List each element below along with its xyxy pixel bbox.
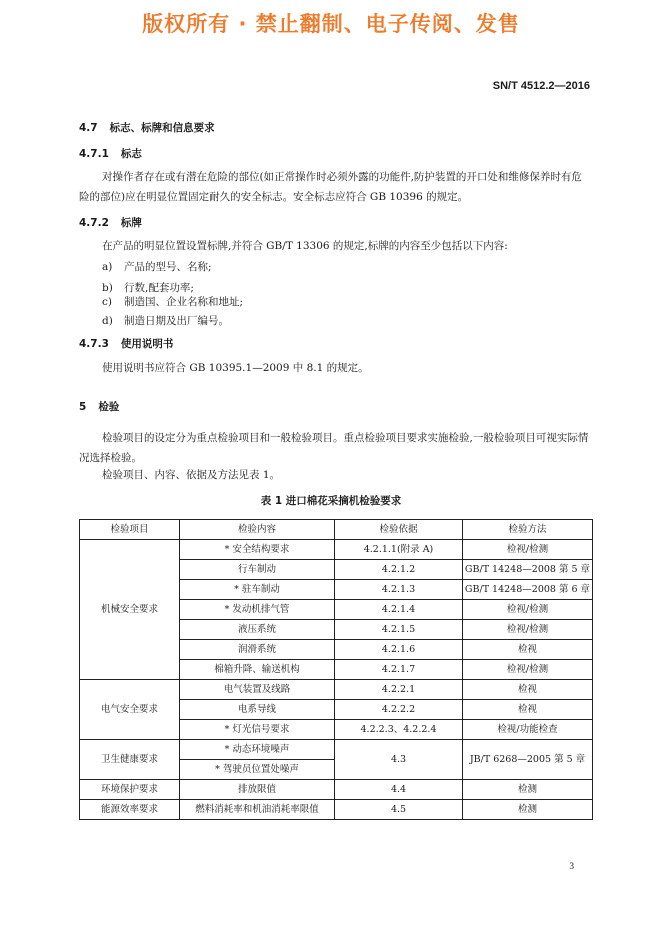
section-number: 4.7 xyxy=(79,122,98,134)
method-cell: GB/T 14248—2008 第 5 章 xyxy=(463,560,593,580)
list-marker: b) xyxy=(102,282,113,294)
method-cell: GB/T 14248—2008 第 6 章 xyxy=(463,580,593,600)
method-cell: 检视 xyxy=(463,680,593,700)
basis-cell: 4.2.1.5 xyxy=(335,620,463,640)
basis-cell: 4.2.1.2 xyxy=(335,560,463,580)
section-title: 使用说明书 xyxy=(120,338,174,350)
section-title: 检验 xyxy=(98,401,120,413)
method-cell: 检视/检测 xyxy=(463,660,593,680)
basis-cell: 4.2.1.7 xyxy=(335,660,463,680)
section-4-7-heading xyxy=(79,120,215,135)
section-4-7-3-text: 使用说明书应符合 GB 10395.1—2009 中 8.1 的规定。 xyxy=(102,362,369,374)
method-cell: 检视/检测 xyxy=(463,600,593,620)
method-cell: 检测 xyxy=(463,780,593,800)
content-cell: 排放限值 xyxy=(180,780,335,800)
content-cell: 行车制动 xyxy=(180,560,335,580)
section-4-7-2-intro: 在产品的明显位置设置标牌,并符合 GB/T 13306 的规定,标牌的内容至少包括以下内容: xyxy=(102,240,508,252)
table-caption: 表 1 进口棉花采摘机检验要求 xyxy=(260,495,402,507)
section-4-7-1-text: 对操作者存在或有潜在危险的部位(如正常操作时必须外露的功能件,防护装置的开口处和维修保养时有危险的部位)应在明显位置固定耐久的安全标志。安全标志应符合 GB 10396 的规定。 xyxy=(79,171,582,203)
list-text: 制造国、企业名称和地址; xyxy=(124,296,244,308)
basis-cell: 4.2.2.3、4.2.2.4 xyxy=(335,720,463,740)
group-cell: 环境保护要求 xyxy=(80,780,180,800)
content-cell: * 驾驶员位置处噪声 xyxy=(180,760,335,780)
content-cell: * 发动机排气管 xyxy=(180,600,335,620)
section-4-7-2-heading xyxy=(79,215,142,230)
section-number: 4.7.3 xyxy=(79,338,109,350)
basis-cell: 4.3 xyxy=(335,740,463,780)
method-cell: 检测 xyxy=(463,800,593,820)
section-4-7-1-heading xyxy=(79,146,142,161)
section-number: 4.7.1 xyxy=(79,148,109,160)
content-cell: * 安全结构要求 xyxy=(180,540,335,560)
inspection-table xyxy=(79,519,593,820)
list-text: 制造日期及出厂编号。 xyxy=(124,315,229,327)
column-header: 检验方法 xyxy=(463,520,593,540)
list-marker: c) xyxy=(102,296,112,308)
list-marker: a) xyxy=(102,261,113,273)
list-item xyxy=(102,280,194,295)
table-row xyxy=(80,780,593,800)
method-cell: 检视 xyxy=(463,700,593,720)
standard-number: SN/T 4512.2—2016 xyxy=(492,80,590,92)
basis-cell: 4.2.1.4 xyxy=(335,600,463,620)
section-title: 标志、标牌和信息要求 xyxy=(109,122,215,134)
table-header-row xyxy=(80,520,593,540)
content-cell: 电系导线 xyxy=(180,700,335,720)
basis-cell: 4.2.1.1(附录 A) xyxy=(335,540,463,560)
section-number: 4.7.2 xyxy=(79,217,109,229)
content-cell: * 驻车制动 xyxy=(180,580,335,600)
method-cell: 检视/检测 xyxy=(463,540,593,560)
group-cell: 电气安全要求 xyxy=(80,680,180,740)
column-header: 检验内容 xyxy=(180,520,335,540)
list-item xyxy=(102,313,229,328)
list-item xyxy=(102,259,212,274)
section-5-heading xyxy=(79,399,119,414)
content-cell: 燃料消耗率和机油消耗率限值 xyxy=(180,800,335,820)
page-number: 3 xyxy=(569,861,574,871)
method-cell: 检视/检测 xyxy=(463,620,593,640)
column-header: 检验项目 xyxy=(80,520,180,540)
table-row xyxy=(80,680,593,700)
method-cell: 检视/功能检查 xyxy=(463,720,593,740)
content-cell: 棉箱升降、输送机构 xyxy=(180,660,335,680)
content-cell: * 动态环境噪声 xyxy=(180,740,335,760)
group-cell: 能源效率要求 xyxy=(80,800,180,820)
table-row xyxy=(80,740,593,760)
section-number: 5 xyxy=(79,401,87,413)
basis-cell: 4.4 xyxy=(335,780,463,800)
section-5-paragraph-2: 检验项目、内容、依据及方法见表 1。 xyxy=(102,469,281,481)
column-header: 检验依据 xyxy=(335,520,463,540)
content-cell: 液压系统 xyxy=(180,620,335,640)
group-cell: 卫生健康要求 xyxy=(80,740,180,780)
group-cell: 机械安全要求 xyxy=(80,540,180,680)
basis-cell: 4.2.2.1 xyxy=(335,680,463,700)
watermark-banner: 版权所有 · 禁止翻制、电子传阅、发售 xyxy=(142,12,520,36)
content-cell: 润滑系统 xyxy=(180,640,335,660)
content-cell: * 灯光信号要求 xyxy=(180,720,335,740)
list-marker: d) xyxy=(102,315,113,327)
table-row xyxy=(80,540,593,560)
list-item xyxy=(102,294,243,309)
section-5-paragraph-1: 检验项目的设定分为重点检验项目和一般检验项目。重点检验项目要求实施检验,一般检验项目可视实际情况选择检验。 xyxy=(79,432,589,464)
section-title: 标牌 xyxy=(120,217,142,229)
table-row xyxy=(80,800,593,820)
list-text: 行数,配套功率; xyxy=(124,282,194,294)
method-cell: 检视 xyxy=(463,640,593,660)
basis-cell: 4.2.2.2 xyxy=(335,700,463,720)
section-title: 标志 xyxy=(120,148,142,160)
basis-cell: 4.2.1.3 xyxy=(335,580,463,600)
basis-cell: 4.2.1.6 xyxy=(335,640,463,660)
basis-cell: 4.5 xyxy=(335,800,463,820)
section-4-7-3-heading xyxy=(79,336,173,351)
list-text: 产品的型号、名称; xyxy=(124,261,212,273)
content-cell: 电气装置及线路 xyxy=(180,680,335,700)
method-cell: JB/T 6268—2005 第 5 章 xyxy=(463,740,593,780)
